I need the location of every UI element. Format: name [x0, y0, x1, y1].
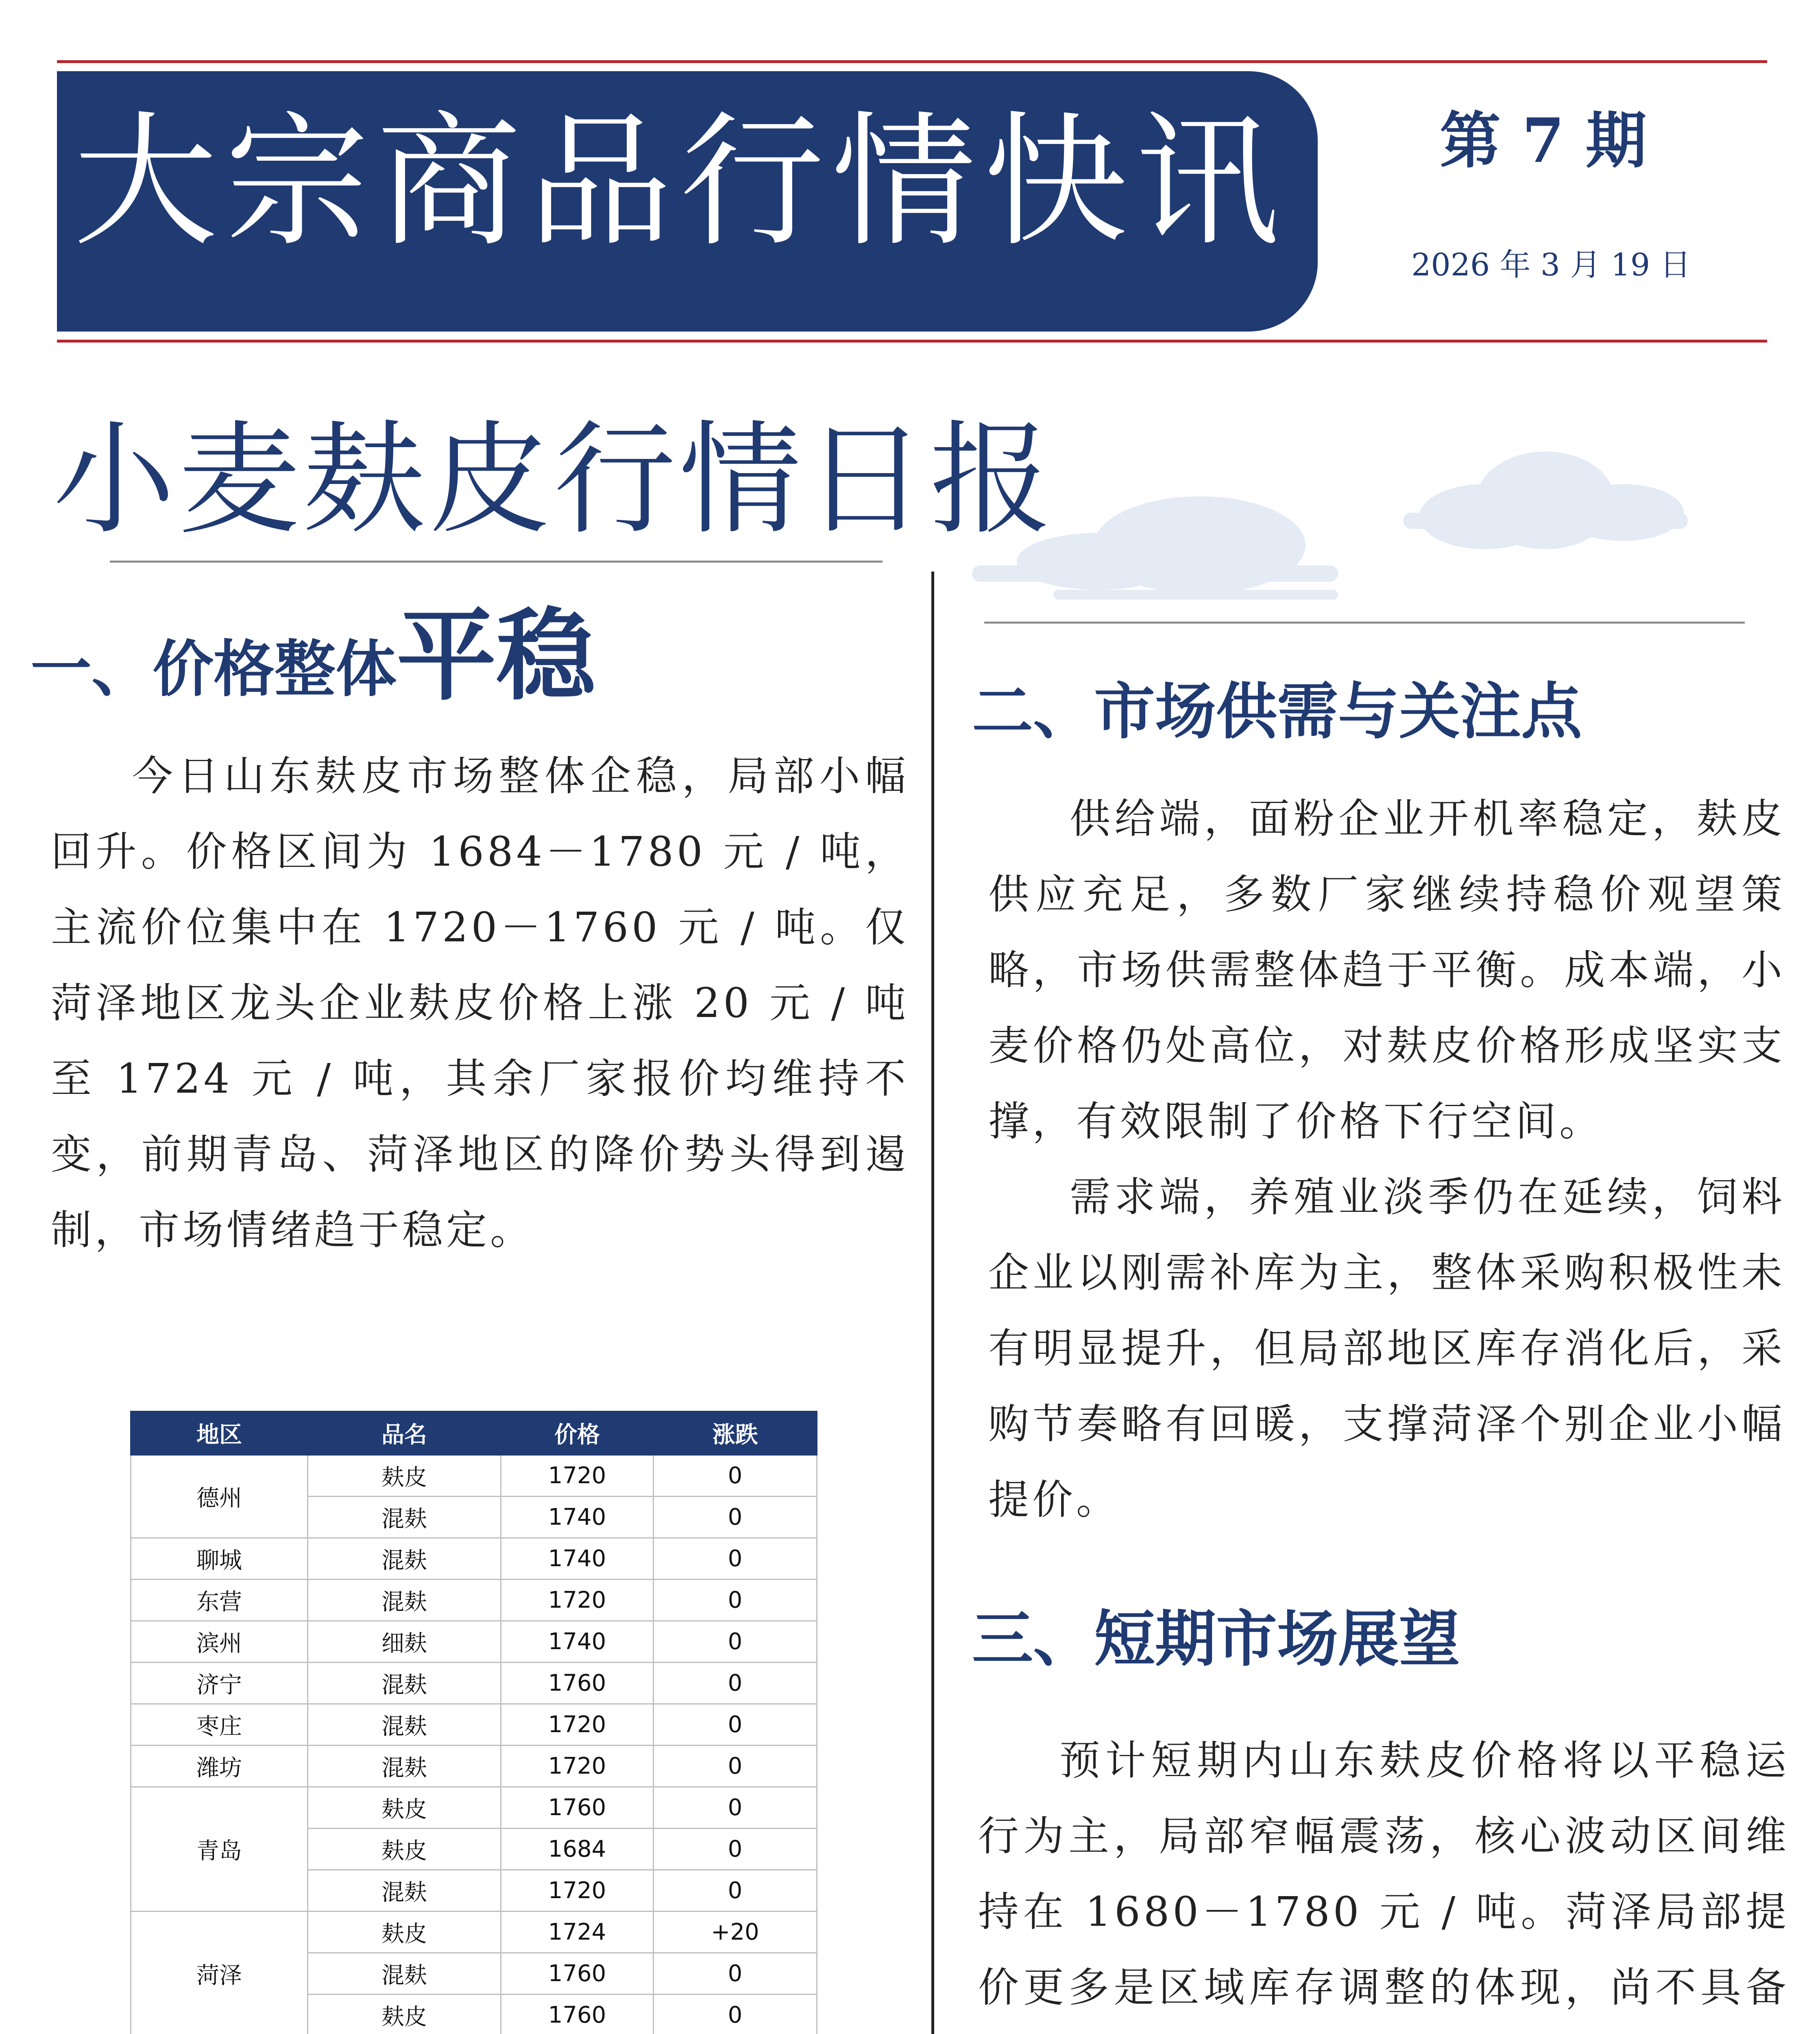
product-cell: 混麸	[308, 1870, 501, 1912]
product-cell: 麸皮	[308, 1787, 501, 1829]
section2-paragraph-supply: 供给端，面粉企业开机率稳定，麸皮供应充足，多数厂家继续持稳价观望策略，市场供需整体趋于平衡。成本端，小麦价格仍处高位，对麸皮价格形成坚实支撑，有效限制了价格下行空间。	[988, 795, 1785, 1145]
right-column-rule	[984, 622, 1745, 624]
product-cell: 混麸	[308, 1580, 501, 1621]
price-cell: 1720	[501, 1870, 654, 1912]
table-row	[131, 1455, 817, 1497]
col-header-change: 涨跌	[654, 1412, 817, 1455]
region-cell: 青岛	[131, 1787, 308, 1912]
product-cell: 麸皮	[308, 1455, 501, 1497]
section1-heading	[31, 598, 596, 714]
region-cell: 东营	[131, 1580, 308, 1621]
table-row	[131, 1787, 817, 1829]
column-divider	[931, 572, 934, 2034]
product-cell: 混麸	[308, 1704, 501, 1746]
product-cell: 细麸	[308, 1621, 501, 1663]
table-row	[131, 1704, 817, 1746]
section2-paragraph-demand: 需求端，养殖业淡季仍在延续，饲料企业以刚需补库为主，整体采购积极性未有明显提升，但局部地区库存消化后，采购节奏略有回暖，支撑菏泽个别企业小幅提价。	[988, 1173, 1785, 1523]
report-title: 小麦麸皮行情日报	[53, 409, 1055, 551]
price-cell: 1740	[501, 1497, 654, 1538]
col-header-price: 价格	[501, 1412, 654, 1455]
section3-paragraph: 预计短期内山东麸皮价格将以平稳运行为主，局部窄幅震荡，核心波动区间维持在 1680－1780 元 / 吨。菏泽局部提价更多是区域库存调整的体现，尚不具备	[978, 1737, 1789, 2011]
change-cell: 0	[654, 1746, 817, 1787]
product-cell: 麸皮	[308, 1995, 501, 2034]
change-cell: 0	[654, 1870, 817, 1912]
table-row	[131, 1746, 817, 1787]
change-cell: 0	[654, 1829, 817, 1870]
product-cell: 混麸	[308, 1953, 501, 1995]
price-cell: 1720	[501, 1580, 654, 1621]
region-cell: 枣庄	[131, 1704, 308, 1746]
price-cell: 1740	[501, 1621, 654, 1663]
region-cell: 菏泽	[131, 1912, 308, 2034]
product-cell: 混麸	[308, 1746, 501, 1787]
change-cell: 0	[654, 1621, 817, 1663]
price-cell: 1740	[501, 1538, 654, 1580]
issue-date: 2026 年 3 月 19 日	[1411, 247, 1691, 283]
product-cell: 混麸	[308, 1497, 501, 1538]
change-cell: 0	[654, 1455, 817, 1497]
price-cell: 1720	[501, 1746, 654, 1787]
price-cell: 1724	[501, 1912, 654, 1953]
table-row	[131, 1621, 817, 1663]
header-top-rule	[57, 60, 1767, 63]
product-cell: 混麸	[308, 1663, 501, 1704]
change-cell: +20	[654, 1912, 817, 1953]
change-cell: 0	[654, 1663, 817, 1704]
newsletter-title: 大宗商品行情快讯	[73, 98, 1287, 266]
section1-paragraph: 今日山东麸皮市场整体企稳，局部小幅回升。价格区间为 1684－1780 元 / 吨，主流价位集中在 1720－1760 元 / 吨。仅菏泽地区龙头企业麸皮价格上涨 20 元 / 吨至 1724 元 / 吨，其余厂家报价均维持不变，前期青岛、菏泽地区的降价势头得到遏制，市场情绪趋于稳定。	[51, 752, 909, 1254]
section1-heading-emphasis: 平稳	[397, 598, 596, 714]
price-cell: 1760	[501, 1787, 654, 1829]
cloud-decoration-top	[956, 431, 1789, 602]
change-cell: 0	[654, 1995, 817, 2034]
table-row	[131, 1663, 817, 1704]
change-cell: 0	[654, 1580, 817, 1621]
price-cell: 1760	[501, 1995, 654, 2034]
col-header-product: 品名	[308, 1412, 501, 1455]
section3-heading: 三、短期市场展望	[972, 1604, 1460, 1675]
table-row	[131, 1580, 817, 1621]
price-cell: 1684	[501, 1829, 654, 1870]
price-cell: 1720	[501, 1455, 654, 1497]
region-cell: 潍坊	[131, 1746, 308, 1787]
price-cell: 1720	[501, 1704, 654, 1746]
change-cell: 0	[654, 1953, 817, 1995]
col-header-region: 地区	[131, 1412, 308, 1455]
price-table	[130, 1411, 817, 2034]
change-cell: 0	[654, 1538, 817, 1580]
region-cell: 济宁	[131, 1663, 308, 1704]
section2-heading: 二、市场供需与关注点	[972, 677, 1582, 747]
change-cell: 0	[654, 1497, 817, 1538]
price-cell: 1760	[501, 1953, 654, 1995]
table-row	[131, 1912, 817, 1953]
product-cell: 麸皮	[308, 1829, 501, 1870]
table-header-row	[131, 1412, 817, 1455]
product-cell: 混麸	[308, 1538, 501, 1580]
title-underline	[110, 561, 883, 563]
product-cell: 麸皮	[308, 1912, 501, 1953]
region-cell: 滨州	[131, 1621, 308, 1663]
issue-number: 第 7 期	[1440, 105, 1647, 177]
header-bottom-rule	[57, 340, 1767, 343]
change-cell: 0	[654, 1787, 817, 1829]
region-cell: 德州	[131, 1455, 308, 1538]
change-cell: 0	[654, 1704, 817, 1746]
price-cell: 1760	[501, 1663, 654, 1704]
section2-body	[988, 781, 1785, 1538]
table-row	[131, 1538, 817, 1580]
section1-heading-prefix: 一、价格整体	[31, 634, 397, 705]
region-cell: 聊城	[131, 1538, 308, 1580]
